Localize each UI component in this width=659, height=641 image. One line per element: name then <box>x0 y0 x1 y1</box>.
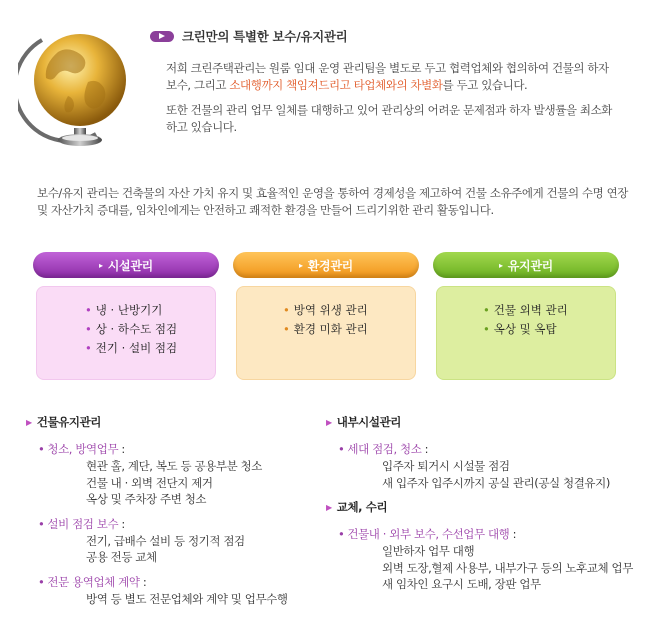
bullet-icon: • <box>338 442 345 456</box>
detail-item: 외벽 도장,혈제 사용부, 내부가구 등의 노후교체 업무 <box>382 560 633 575</box>
summary-text: 보수/유지 관리는 건축물의 자산 가치 유지 및 효율적인 운영을 통하여 경제성을 제고하여 건물 소유주에게 건물의 수명 연장 및 자산가치 증대를, 임차인에게는 안전하고 쾌적한 환경을 만들어 드리기위한 관리 활동입니다. <box>37 186 629 217</box>
arrow-right-icon: ▸ <box>299 260 303 270</box>
category-environment <box>233 252 419 380</box>
triangle-bullet-icon: ▶ <box>26 417 32 427</box>
page-title: 크린만의 특별한 보수/유지관리 <box>182 29 348 44</box>
play-pill-icon <box>150 31 174 42</box>
category-facility-box <box>36 286 216 380</box>
detail-group: • 설비 점검 보수 : 전기, 급배수 설비 등 정기적 점검 공용 전등 교체 <box>26 516 316 566</box>
interior-facility-section <box>326 414 656 601</box>
triangle-bullet-icon: ▶ <box>326 417 332 427</box>
list-item: • 냉 · 난방기기 <box>85 301 215 320</box>
list-item: • 전기 · 설비 점검 <box>85 339 215 358</box>
list-item: • 옥상 및 옥탑 <box>483 320 615 339</box>
detail-item: 방역 등 별도 전문업체와 계약 및 업무수행 <box>86 591 288 606</box>
bullet-icon: • <box>38 442 45 456</box>
intro-paragraph-2: 또한 건물의 관리 업무 일체를 대행하고 있어 관리상의 어려운 문제점과 하자 발생률을 최소화하고 있습니다. <box>166 103 613 134</box>
detail-item: 공용 전등 교체 <box>86 550 157 564</box>
section-title: 건물유지관리 <box>36 415 102 429</box>
detail-item: 건물 내 · 외벽 전단지 제거 <box>86 475 213 490</box>
category-facility <box>33 252 219 380</box>
detail-item: 옥상 및 주차장 주변 청소 <box>86 492 207 506</box>
detail-item: 새 입주자 입주시까지 공실 관리(공실 청결유지) <box>382 475 610 490</box>
detail-item: 입주자 퇴거시 시설물 점검 <box>382 459 510 473</box>
detail-group: • 청소, 방역업무 : 현관 홀, 계단, 복도 등 공용부분 청소 건물 내 · 외벽 전단지 제거 옥상 및 주차장 주변 청소 <box>26 441 316 508</box>
category-maintenance-box <box>436 286 616 380</box>
category-facility-bar: ▸ 시설관리 <box>33 252 219 278</box>
arrow-right-icon: ▸ <box>499 260 503 270</box>
intro-highlight: 소대행까지 책임져드리고 타업체와의 차별화 <box>229 78 443 92</box>
group-heading: 설비 점검 보수 <box>47 516 119 531</box>
building-maintenance-section <box>26 414 316 615</box>
bullet-icon: • <box>38 516 45 531</box>
detail-group: • 세대 점검, 청소 : 입주자 퇴거시 시설물 점검 새 입주자 입주시까지 공실 관리(공실 청결유지) <box>326 441 656 491</box>
detail-group: • 건물내 · 외부 보수, 수선업무 대행 : 일반하자 업무 대행 외벽 도장,혈제 사용부, 내부가구 등의 노후교체 업무 새 임차인 요구시 도배, 장판 업무 <box>326 526 656 593</box>
intro-paragraph-1: 저희 크린주택관리는 원룸 임대 운영 관리팀을 별도로 두고 협력업체와 협의하여 건물의 하자보수, 그리고 소대행까지 책임져드리고 타업체와의 차별화를 두고 있습니다. <box>166 61 609 92</box>
detail-group: • 전문 용역업체 계약 : 방역 등 별도 전문업체와 계약 및 업무수행 <box>26 574 316 608</box>
list-item: • 상 · 하수도 점검 <box>85 320 215 339</box>
bullet-icon: • <box>38 574 45 589</box>
category-maintenance-bar: ▸ 유지관리 <box>433 252 619 278</box>
list-item: • 환경 미화 관리 <box>283 320 415 339</box>
globe-icon <box>18 22 138 152</box>
group-heading: 전문 용역업체 계약 <box>47 574 140 589</box>
section-title: 내부시설관리 <box>336 415 402 429</box>
bullet-icon: • <box>338 527 345 541</box>
section-heading <box>150 27 347 45</box>
detail-item: 새 임차인 요구시 도배, 장판 업무 <box>382 577 541 591</box>
category-maintenance <box>433 252 619 380</box>
triangle-bullet-icon: ▶ <box>326 502 332 512</box>
group-heading: 청소, 방역업무 <box>47 442 119 456</box>
arrow-right-icon: ▸ <box>99 260 103 270</box>
category-environment-box <box>236 286 416 380</box>
list-item: • 방역 위생 관리 <box>283 301 415 320</box>
category-environment-bar: ▸ 환경관리 <box>233 252 419 278</box>
section-title: 교체, 수리 <box>336 500 388 514</box>
group-heading: 세대 점검, 청소 <box>347 442 422 456</box>
group-heading: 건물내 · 외부 보수, 수선업무 대행 <box>347 527 510 541</box>
intro-text <box>166 60 616 144</box>
detail-item: 전기, 급배수 설비 등 정기적 점검 <box>86 533 245 548</box>
detail-item: 일반하자 업무 대행 <box>382 544 475 558</box>
detail-item: 현관 홀, 계단, 복도 등 공용부분 청소 <box>86 459 262 473</box>
list-item: • 건물 외벽 관리 <box>483 301 615 320</box>
